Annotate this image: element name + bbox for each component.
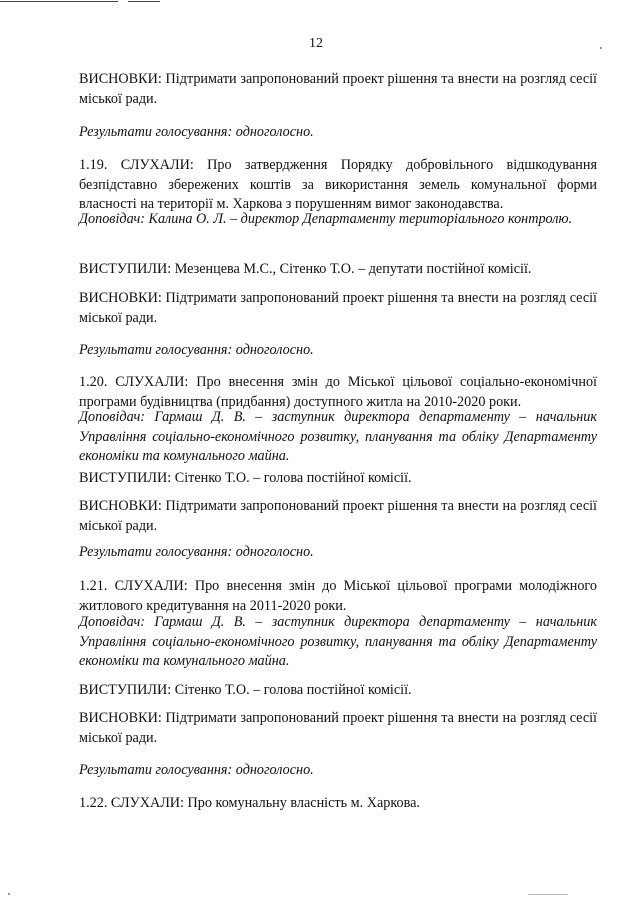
conclusions-paragraph: ВИСНОВКИ: Підтримати запропонований проект рішення та внести на розгляд сесії міської ради. — [79, 71, 597, 107]
voting-result-1-20: Результати голосування: одноголосно. — [79, 544, 314, 560]
scan-speck — [528, 894, 568, 895]
conclusions-item-1-21: ВИСНОВКИ: Підтримати запропонований проект рішення та внести на розгляд сесії міської ради. — [79, 710, 597, 746]
conclusions-item-1-20: ВИСНОВКИ: Підтримати запропонований проект рішення та внести на розгляд сесії міської ради. — [79, 498, 597, 534]
conclusions-item-1-19: ВИСНОВКИ: Підтримати запропонований проект рішення та внести на розгляд сесії міської ради. — [79, 290, 597, 326]
voting-result-1-21: Результати голосування: одноголосно. — [79, 762, 314, 778]
voting-result: Результати голосування: одноголосно. — [79, 124, 314, 140]
speaker-item-1-20: Доповідач: Гармаш Д. В. – заступник директора департаменту – начальник Управління соціально-економічного розвитку, планування та обліку Департаменту економіки та комунального майна. — [79, 409, 597, 464]
spoke-item-1-19: ВИСТУПИЛИ: Мезенцева М.С., Сітенко Т.О. – депутати постійної комісії. — [79, 261, 532, 277]
scan-edge-line — [0, 1, 118, 2]
page-number: 12 — [309, 36, 323, 51]
scan-edge-line — [128, 1, 160, 2]
heard-item-1-19: 1.19. СЛУХАЛИ: Про затвердження Порядку добровільного відшкодування безпідставно збережених коштів за використання земель комунальної форми власності на території м. Харкова з порушенням вимог законодавства. — [79, 157, 597, 212]
heard-item-1-20: 1.20. СЛУХАЛИ: Про внесення змін до Міської цільової соціально-економічної програми будівництва (придбання) доступного житла на 2010-2020 роки. — [79, 374, 597, 410]
speaker-item-1-21: Доповідач: Гармаш Д. В. – заступник директора департаменту – начальник Управління соціально-економічного розвитку, планування та обліку Департаменту економіки та комунального майна. — [79, 614, 597, 669]
spoke-item-1-21: ВИСТУПИЛИ: Сітенко Т.О. – голова постійної комісії. — [79, 682, 412, 698]
heard-item-1-21: 1.21. СЛУХАЛИ: Про внесення змін до Міської цільової програми молодіжного житлового кредитування на 2011-2020 роки. — [79, 578, 597, 614]
speaker-item-1-19: Доповідач: Калина О. Л. – директор Департаменту територіального контролю. — [79, 211, 573, 227]
scan-speck — [8, 893, 10, 895]
heard-item-1-22: 1.22. СЛУХАЛИ: Про комунальну власність м. Харкова. — [79, 795, 420, 811]
voting-result-1-19: Результати голосування: одноголосно. — [79, 342, 314, 358]
spoke-item-1-20: ВИСТУПИЛИ: Сітенко Т.О. – голова постійної комісії. — [79, 470, 412, 486]
